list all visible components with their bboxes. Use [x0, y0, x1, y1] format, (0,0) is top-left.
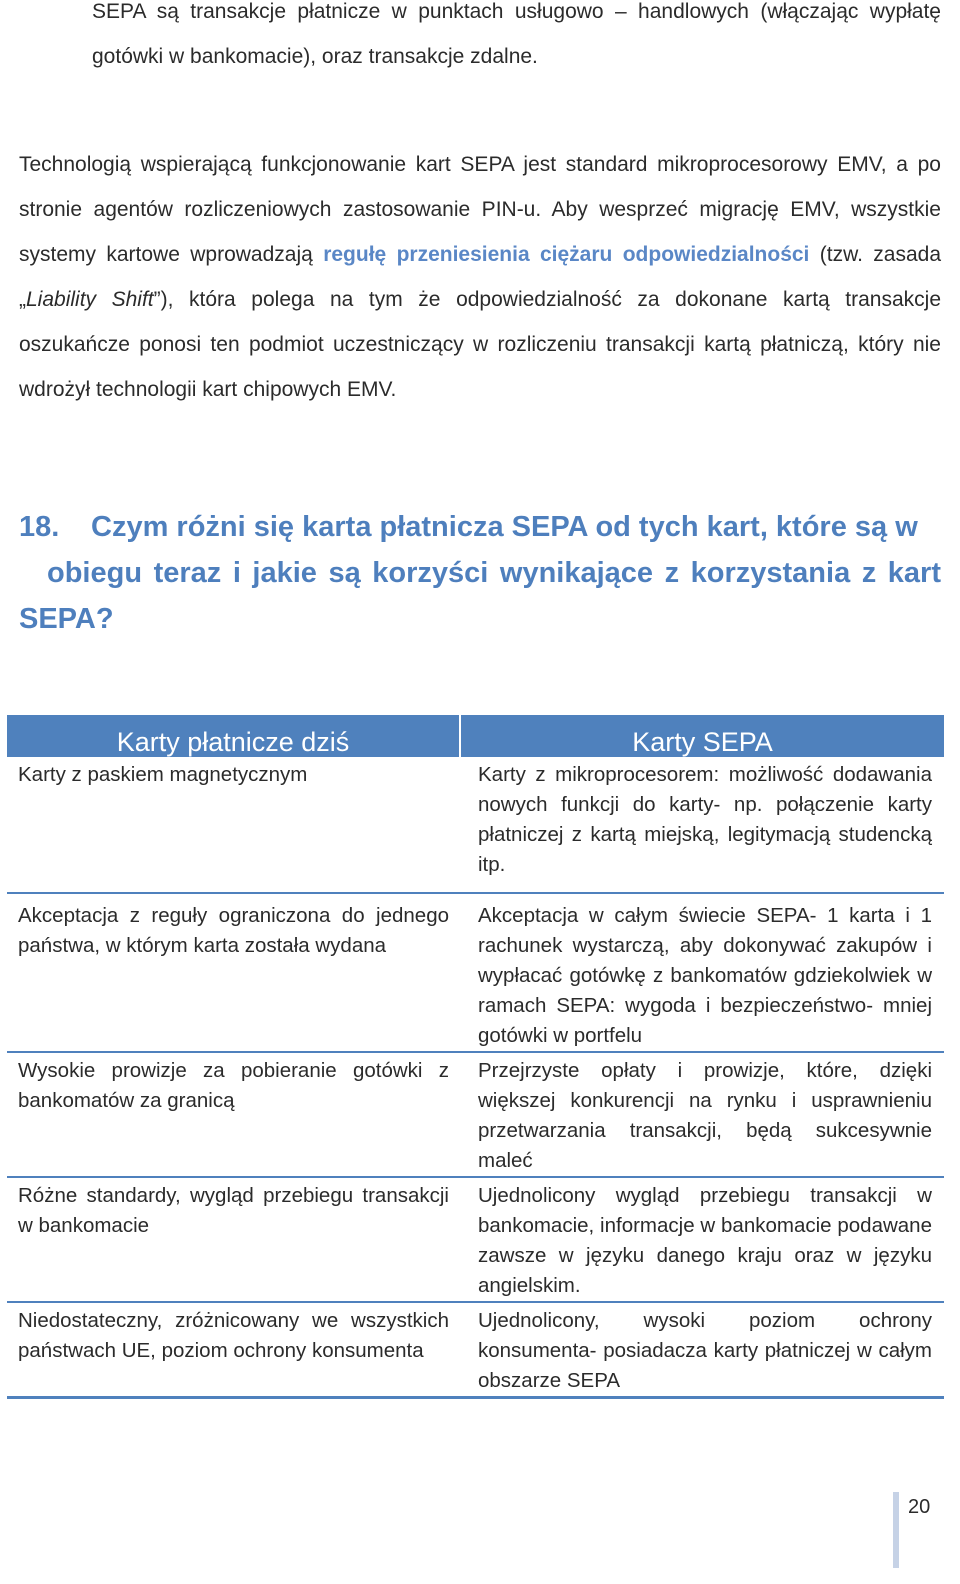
- cell-today: Niedostateczny, zróżnicowany we wszystkich państwach UE, poziom ochrony konsumenta: [7, 1302, 460, 1398]
- cell-today: Akceptacja z reguły ograniczona do jednego państwa, w którym karta została wydana: [7, 893, 460, 1052]
- header-sepa-cards: Karty SEPA: [460, 715, 944, 757]
- emv-paragraph: [19, 142, 941, 412]
- question-number: 18.: [19, 511, 60, 543]
- cell-sepa: Ujednolicony wygląd przebiegu transakcji w bankomacie, informacje w bankomacie podawane zawsze w języku danego kraju oraz w języku angielskim.: [460, 1177, 944, 1302]
- header-cards-today: Karty płatnicze dziś: [7, 715, 460, 757]
- liability-rule-emphasis: regułę przeniesienia ciężaru odpowiedzialności: [323, 243, 810, 266]
- cell-sepa: Karty z mikroprocesorem: możliwość dodawania nowych funkcji do karty- np. połączenie karty płatniczej z kartą miejską, legitymacją studencką itp.: [460, 757, 944, 893]
- table-row: [7, 1302, 944, 1398]
- comparison-table: [7, 715, 944, 1399]
- cell-today: Różne standardy, wygląd przebiegu transakcji w bankomacie: [7, 1177, 460, 1302]
- cell-today: Wysokie prowizje za pobieranie gotówki z bankomatów za granicą: [7, 1052, 460, 1177]
- cell-sepa: Ujednolicony, wysoki poziom ochrony konsumenta- posiadacza karty płatniczej w całym obszarze SEPA: [460, 1302, 944, 1398]
- liability-shift-term: Liability Shift: [26, 288, 154, 311]
- question-heading: [19, 504, 941, 642]
- question-line-rest: obiegu teraz i jakie są korzyści wynikające z korzystania z kart SEPA?: [19, 557, 941, 635]
- table-header-row: [7, 715, 944, 757]
- question-line-1: Czym różni się karta płatnicza SEPA od tych kart, które są w: [91, 511, 918, 543]
- table-row: [7, 1177, 944, 1302]
- table-row: [7, 757, 944, 893]
- page-number: 20: [893, 1492, 930, 1568]
- emv-paragraph-text-3: ”), która polega na tym że odpowiedzialność za dokonane kartą transakcje oszukańcze ponosi ten podmiot uczestniczący w rozliczeniu transakcji kartą płatniczą, który nie wdrożył technologii kart chipowych EMV.: [19, 288, 941, 401]
- table-row: [7, 893, 944, 1052]
- emv-paragraph-text-2: (tzw. zasada „: [19, 243, 942, 311]
- cell-today: Karty z paskiem magnetycznym: [7, 757, 460, 893]
- cell-sepa: Akceptacja w całym świecie SEPA- 1 karta i 1 rachunek wystarczą, aby dokonywać zakupów i wypłacać gotówkę z bankomatów gdziekolwiek w ramach SEPA: wygoda i bezpieczeństwo- mniej gotówki w portfelu: [460, 893, 944, 1052]
- table-row: [7, 1052, 944, 1177]
- intro-paragraph: SEPA są transakcje płatnicze w punktach usługowo – handlowych (włączając wypłatę gotówki w bankomacie), oraz transakcje zdalne.: [92, 0, 941, 68]
- cell-sepa: Przejrzyste opłaty i prowizje, które, dzięki większej konkurencji na rynku i usprawnieniu przetwarzania transakcji, będą sukcesywnie maleć: [460, 1052, 944, 1177]
- emv-paragraph-text-1: Technologią wspierającą funkcjonowanie kart SEPA jest standard mikroprocesorowy EMV, a po stronie agentów rozliczeniowych zastosowanie PIN-u. Aby wesprzeć migrację EMV, wszystkie systemy kartowe wprowadzają: [19, 153, 941, 266]
